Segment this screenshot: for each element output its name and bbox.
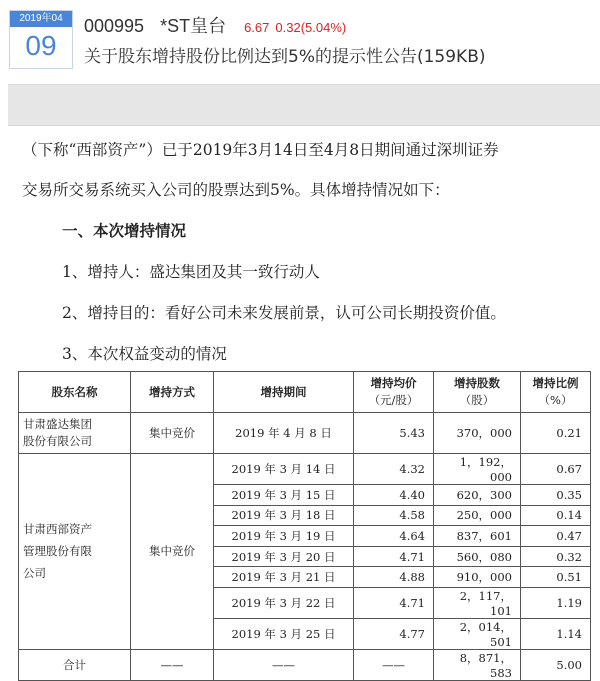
shareholder-name-line2: 股份有限公司 bbox=[23, 434, 92, 448]
notice-title-link[interactable]: 关于股东增持股份比例达到5%的提示性公告(159KB) bbox=[84, 47, 486, 67]
shares-cell: 370，000 bbox=[434, 413, 521, 454]
header-shares-line1: 增持股数 bbox=[454, 376, 500, 390]
ratio-cell: 0.21 bbox=[521, 413, 591, 454]
list-item-changes: 3、本次权益变动的情况 bbox=[62, 345, 227, 363]
stock-info bbox=[84, 12, 346, 34]
announcement-header bbox=[0, 0, 600, 76]
table-row bbox=[19, 454, 591, 485]
price-cell: 4.32 bbox=[354, 454, 434, 485]
shareholder-cell bbox=[19, 413, 131, 454]
date-badge bbox=[9, 10, 73, 69]
stock-code[interactable]: 000995 bbox=[84, 16, 145, 36]
holdings-table bbox=[18, 371, 591, 681]
date-cell: 2019 年 3 月 14 日 bbox=[214, 454, 354, 485]
price-cell: 4.77 bbox=[354, 618, 434, 649]
ratio-cell: 1.14 bbox=[521, 618, 591, 649]
ratio-cell: 0.35 bbox=[521, 485, 591, 506]
stock-name[interactable]: *ST皇台 bbox=[160, 16, 227, 36]
section-heading: 一、本次增持情况 bbox=[62, 221, 187, 240]
date-cell: 2019 年 3 月 18 日 bbox=[214, 505, 354, 526]
table-total-row bbox=[19, 649, 591, 680]
shares-cell: 2，117，101 bbox=[434, 587, 521, 618]
date-cell: 2019 年 3 月 20 日 bbox=[214, 546, 354, 567]
list-item-purpose: 2、增持目的：看好公司未来发展前景，认可公司长期投资价值。 bbox=[62, 304, 506, 322]
shares-cell: 560，080 bbox=[434, 546, 521, 567]
shareholder-cell bbox=[19, 454, 131, 650]
shareholder-name-line1: 甘肃盛达集团 bbox=[23, 417, 92, 431]
total-method: —— bbox=[131, 649, 214, 680]
date-day: 09 bbox=[25, 30, 57, 61]
list-item-holder: 1、增持人：盛达集团及其一致行动人 bbox=[62, 263, 320, 281]
header-ratio bbox=[521, 372, 591, 413]
price-cell: 4.58 bbox=[354, 505, 434, 526]
header-avg-price-line1: 增持均价 bbox=[370, 376, 417, 390]
total-ratio: 5.00 bbox=[521, 649, 591, 680]
shares-cell: 910，000 bbox=[434, 567, 521, 588]
total-label: 合计 bbox=[19, 649, 131, 680]
shareholder-name-line3: 公司 bbox=[23, 566, 46, 581]
ratio-cell: 1.19 bbox=[521, 587, 591, 618]
total-period: —— bbox=[214, 649, 354, 680]
date-month: 2019年04 bbox=[10, 11, 72, 27]
header-method: 增持方式 bbox=[131, 372, 214, 413]
header-ratio-line2: （%） bbox=[538, 393, 573, 407]
body-paragraph-1: （下称“西部资产”）已于2019年3月14日至4月8日期间通过深圳证券 bbox=[22, 141, 499, 159]
price-cell: 4.40 bbox=[354, 485, 434, 506]
shareholder-name-line2: 管理股份有限 bbox=[23, 544, 92, 559]
date-cell: 2019 年 3 月 22 日 bbox=[214, 587, 354, 618]
body-paragraph-2: 交易所交易系统买入公司的股票达到5%。具体增持情况如下： bbox=[22, 181, 450, 199]
ratio-cell: 0.47 bbox=[521, 526, 591, 547]
total-shares: 8，871，583 bbox=[434, 649, 521, 680]
date-cell: 2019 年 3 月 21 日 bbox=[214, 567, 354, 588]
ratio-cell: 0.14 bbox=[521, 505, 591, 526]
date-cell: 2019 年 4 月 8 日 bbox=[214, 413, 354, 454]
header-period: 增持期间 bbox=[214, 372, 354, 413]
header-shares-line2: （股） bbox=[459, 393, 495, 407]
table-header-row bbox=[19, 372, 591, 413]
ratio-cell: 0.67 bbox=[521, 454, 591, 485]
method-cell: 集中竞价 bbox=[131, 413, 214, 454]
total-price: —— bbox=[354, 649, 434, 680]
ratio-cell: 0.51 bbox=[521, 567, 591, 588]
price-cell: 5.43 bbox=[354, 413, 434, 454]
table-row bbox=[19, 413, 591, 454]
header-avg-price bbox=[354, 372, 434, 413]
stock-change: 0.32(5.04%) bbox=[275, 20, 347, 35]
date-cell: 2019 年 3 月 19 日 bbox=[214, 526, 354, 547]
method-cell: 集中竞价 bbox=[131, 454, 214, 650]
price-cell: 4.88 bbox=[354, 567, 434, 588]
header-avg-price-line2: （元/股） bbox=[368, 393, 419, 407]
date-cell: 2019 年 3 月 25 日 bbox=[214, 618, 354, 649]
ratio-cell: 0.32 bbox=[521, 546, 591, 567]
shares-cell: 620，300 bbox=[434, 485, 521, 506]
price-cell: 4.71 bbox=[354, 546, 434, 567]
shares-cell: 837，601 bbox=[434, 526, 521, 547]
header-shares bbox=[434, 372, 521, 413]
shares-cell: 2，014，501 bbox=[434, 618, 521, 649]
stock-price: 6.67 bbox=[244, 20, 270, 35]
shareholder-name-line1: 甘肃西部资产 bbox=[23, 522, 92, 537]
shares-cell: 250，000 bbox=[434, 505, 521, 526]
toolbar-bar bbox=[8, 84, 600, 126]
price-cell: 4.64 bbox=[354, 526, 434, 547]
price-cell: 4.71 bbox=[354, 587, 434, 618]
header-shareholder: 股东名称 bbox=[19, 372, 131, 413]
date-cell: 2019 年 3 月 15 日 bbox=[214, 485, 354, 506]
shares-cell: 1，192，000 bbox=[434, 454, 521, 485]
header-ratio-line1: 增持比例 bbox=[532, 376, 579, 390]
